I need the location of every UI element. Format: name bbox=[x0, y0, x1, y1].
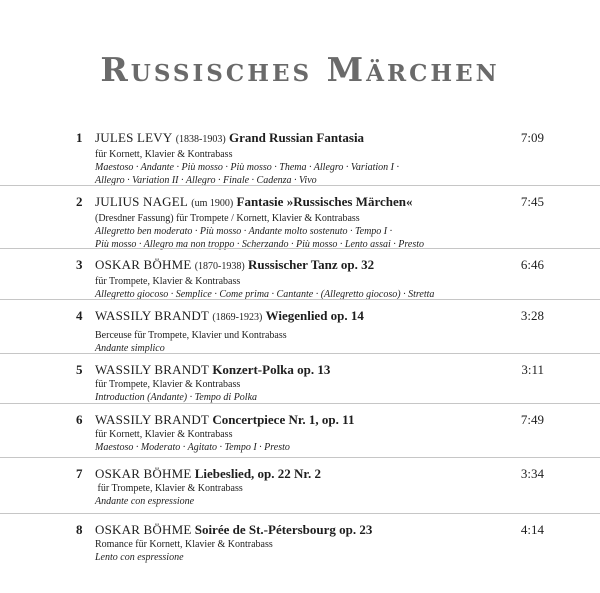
movement-line: Maestoso · Andante · Più mosso · Più mosso · Thema · Allegro · Variation I · bbox=[95, 162, 399, 173]
movement-line: Allegretto giocoso · Semplice · Come prima · Cantante · (Allegretto giocoso) · Stretta bbox=[95, 289, 435, 300]
track-duration: 6:46 bbox=[520, 257, 544, 272]
track-number: 7 bbox=[76, 466, 83, 481]
instrumentation: für Kornett, Klavier & Kontrabass bbox=[95, 149, 233, 160]
track-details bbox=[95, 412, 535, 454]
track-number: 4 bbox=[76, 308, 83, 323]
composer-name: JULIUS NAGEL bbox=[95, 194, 189, 209]
track-details bbox=[95, 308, 535, 355]
composer-dates: (um 1900) bbox=[191, 198, 234, 209]
track-duration: 4:14 bbox=[520, 522, 544, 537]
track-row bbox=[0, 130, 600, 185]
composer-name: WASSILY BRANDT bbox=[95, 362, 210, 377]
composer-dates: (1869-1923) bbox=[212, 312, 263, 323]
track-number: 2 bbox=[76, 194, 83, 209]
work-title: Konzert-Polka op. 13 bbox=[212, 362, 331, 377]
track-duration: 7:09 bbox=[520, 130, 544, 145]
instrumentation: für Trompete, Klavier & Kontrabass bbox=[95, 276, 241, 287]
movement-line: Introduction (Andante) · Tempo di Polka bbox=[95, 392, 258, 403]
album-title: Russisches Märchen bbox=[100, 50, 500, 89]
composer-name: JULES LEVY bbox=[95, 130, 173, 145]
work-title: Grand Russian Fantasia bbox=[228, 130, 365, 145]
movement-line: Più mosso · Allegro ma non troppo · Scherzando · Più mosso · Lento assai · Presto bbox=[95, 239, 424, 250]
track-duration: 3:11 bbox=[521, 362, 544, 377]
movement-line: Andante con espressione bbox=[95, 496, 195, 507]
track-row bbox=[0, 353, 600, 403]
track-heading bbox=[95, 130, 535, 148]
track-row bbox=[0, 299, 600, 353]
composer-name: OSKAR BÖHME bbox=[95, 466, 192, 481]
instrumentation: (Dresdner Fassung) für Trompete / Kornett, Klavier & Kontrabass bbox=[95, 213, 360, 224]
instrumentation: Berceuse für Trompete, Klavier und Kontrabass bbox=[95, 330, 287, 341]
work-title: Concertpiece Nr. 1, op. 11 bbox=[212, 412, 355, 427]
instrumentation: für Trompete, Klavier & Kontrabass bbox=[95, 379, 241, 390]
track-heading bbox=[95, 257, 535, 275]
composer-name: OSKAR BÖHME bbox=[95, 522, 192, 537]
work-title: Fantasie »Russisches Märchen« bbox=[236, 194, 413, 209]
track-details bbox=[95, 194, 535, 251]
track-heading bbox=[95, 362, 535, 378]
work-title: Russischer Tanz op. 32 bbox=[247, 257, 375, 272]
track-details bbox=[95, 130, 535, 187]
track-duration: 7:49 bbox=[520, 412, 544, 427]
track-row bbox=[0, 513, 600, 564]
track-number: 3 bbox=[76, 257, 83, 272]
track-heading bbox=[95, 412, 535, 428]
instrumentation: für Kornett, Klavier & Kontrabass bbox=[95, 429, 233, 440]
movement-line: Lento con espressione bbox=[95, 552, 184, 563]
composer-dates: (1838-1903) bbox=[175, 134, 226, 145]
work-title: Wiegenlied op. 14 bbox=[265, 308, 364, 323]
movement-line: Allegro · Variation II · Allegro · Finale · Cadenza · Vivo bbox=[95, 175, 317, 186]
composer-dates: (1870-1938) bbox=[194, 261, 245, 272]
composer-name: WASSILY BRANDT bbox=[95, 308, 210, 323]
track-heading bbox=[95, 522, 535, 538]
track-details bbox=[95, 522, 535, 564]
track-number: 5 bbox=[76, 362, 83, 377]
instrumentation: für Trompete, Klavier & Kontrabass bbox=[95, 483, 243, 494]
composer-name: WASSILY BRANDT bbox=[95, 412, 210, 427]
track-number: 8 bbox=[76, 522, 83, 537]
track-duration: 7:45 bbox=[520, 194, 544, 209]
movement-line: Maestoso · Moderato · Agitato · Tempo I · Presto bbox=[95, 442, 290, 453]
track-number: 1 bbox=[76, 130, 83, 145]
instrumentation: Romance für Kornett, Klavier & Kontrabass bbox=[95, 539, 273, 550]
work-title: Soirée de St.-Pétersbourg op. 23 bbox=[194, 522, 373, 537]
track-row bbox=[0, 248, 600, 299]
work-title: Liebeslied, op. 22 Nr. 2 bbox=[194, 466, 321, 481]
track-row bbox=[0, 457, 600, 513]
track-heading bbox=[95, 466, 535, 482]
track-duration: 3:28 bbox=[520, 308, 544, 323]
track-heading bbox=[95, 308, 535, 326]
composer-name: OSKAR BÖHME bbox=[95, 257, 192, 272]
track-details bbox=[95, 466, 535, 508]
track-heading bbox=[95, 194, 535, 212]
track-number: 6 bbox=[76, 412, 83, 427]
track-list bbox=[0, 130, 600, 564]
movement-line: Andante simplico bbox=[95, 343, 165, 354]
track-row bbox=[0, 185, 600, 248]
movement-line: Allegretto ben moderato · Più mosso · Andante molto sostenuto · Tempo I · bbox=[95, 226, 393, 237]
track-row bbox=[0, 403, 600, 457]
track-details bbox=[95, 257, 535, 301]
track-details bbox=[95, 362, 535, 404]
track-duration: 3:34 bbox=[520, 466, 544, 481]
